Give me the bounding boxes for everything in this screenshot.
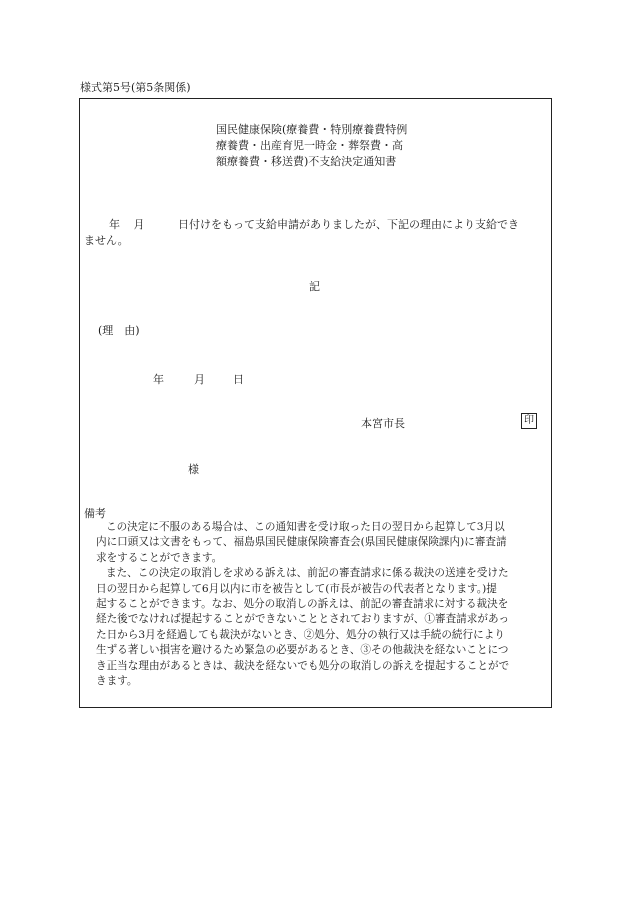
- intro-line-1: [84, 217, 550, 233]
- date-day: 日: [233, 373, 244, 386]
- intro-year-label: 年: [109, 218, 120, 231]
- remarks-line: た日から3月を経過しても裁決がないとき、②処分、処分の執行又は手続の続行により: [96, 628, 505, 641]
- title-line: 額療養費・移送費)不支給決定通知書: [216, 155, 397, 168]
- document-title: [216, 122, 436, 170]
- remarks-line: また、この決定の取消しを求める訴えは、前記の審査請求に係る裁決の送達を受けた: [106, 567, 509, 580]
- intro-line-2: ません。: [84, 234, 129, 247]
- form-number: 様式第5号(第5条関係): [80, 81, 191, 94]
- addressee-suffix: 様: [188, 463, 199, 476]
- ki-heading: 記: [309, 280, 320, 293]
- remarks-line: 経た後でなければ提起することができないこととされておりますが、①審査請求があっ: [96, 613, 510, 626]
- remarks-line: きます。: [96, 675, 138, 688]
- intro-month-label: 月: [133, 218, 145, 231]
- title-line: 療養費・出産育児一時金・葬祭費・高: [216, 139, 403, 152]
- remarks-body: [84, 520, 546, 689]
- remarks-line: 生ずる著しい損害を避けるため緊急の必要があるとき、③その他裁決を経ないことにつ: [96, 644, 509, 657]
- remarks-line: この決定に不服のある場合は、この通知書を受け取った日の翌日から起算して3月以: [106, 521, 505, 533]
- remarks-line: き正当な理由があるときは、裁決を経ないでも処分の取消しの訴えを提起することがで: [96, 659, 510, 672]
- issuer-name: 本宮市長: [361, 417, 405, 430]
- issue-date: [153, 371, 244, 387]
- date-month: 月: [194, 373, 205, 386]
- remarks-line: 起することができます。なお、処分の取消しの訴えは、前記の審査請求に対する裁決を: [96, 598, 509, 611]
- reason-label: (理 由): [98, 324, 140, 337]
- remarks-line: 求をすることができます。: [96, 551, 223, 564]
- title-line: 国民健康保険(療養費・特別療養費特例: [216, 123, 408, 136]
- date-year: 年: [153, 373, 164, 386]
- remarks-line: 日の翌日から起算して6月以内に市を被告として(市長が被告の代表者となります。)提: [96, 582, 497, 595]
- remarks-line: 内に口頭又は文書をもって、福島県国民健康保険審査会(県国民健康保険課内)に審査請: [96, 536, 507, 549]
- seal-stamp: 印: [521, 413, 537, 429]
- remarks-heading: 備考: [84, 507, 106, 520]
- intro-paragraph: [84, 217, 550, 249]
- intro-line1-text: 日付けをもって支給申請がありましたが、下記の理由により支給でき: [178, 218, 519, 231]
